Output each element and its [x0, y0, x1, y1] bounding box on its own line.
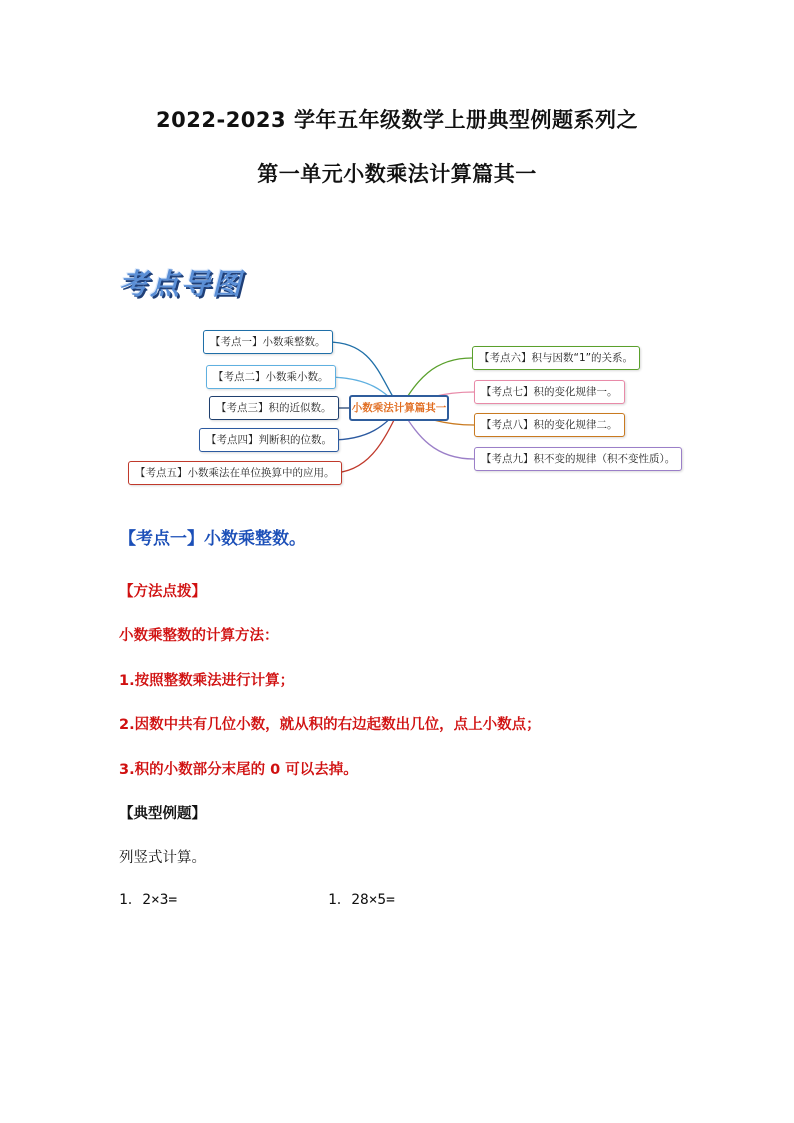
- mindmap-node-4: 【考点四】判断积的位数。: [199, 428, 339, 452]
- mindmap-branches: [0, 0, 794, 500]
- method-intro: 小数乘整数的计算方法：: [119, 628, 279, 644]
- method-step-3: 3.积的小数部分末尾的 0 可以去掉。: [119, 762, 358, 778]
- section-title: 【考点一】小数乘整数。: [119, 529, 306, 549]
- title-line-1: 2022-2023 学年五年级数学上册典型例题系列之: [156, 108, 638, 132]
- mindmap-node-7: 【考点七】积的变化规律一。: [474, 380, 625, 404]
- mindmap-heading: 考点导图: [119, 267, 244, 301]
- mindmap: [0, 0, 794, 500]
- example-heading: 【典型例题】: [119, 806, 206, 822]
- mindmap-node-9: 【考点九】积不变的规律（积不变性质）。: [474, 447, 682, 471]
- instruction-text: 列竖式计算。: [119, 850, 206, 866]
- mindmap-center-node: 小数乘法计算篇其一: [349, 395, 449, 421]
- mindmap-node-6: 【考点六】积与因数“1”的关系。: [472, 346, 640, 370]
- problem-2: 1．28×5=: [328, 892, 395, 908]
- mindmap-node-8: 【考点八】积的变化规律二。: [474, 413, 625, 437]
- problem-1: 1．2×3=: [119, 892, 178, 908]
- mindmap-node-3: 【考点三】积的近似数。: [209, 396, 339, 420]
- title-line-2: 第一单元小数乘法计算篇其一: [257, 162, 537, 186]
- mindmap-node-1: 【考点一】小数乘整数。: [203, 330, 333, 354]
- mindmap-node-2: 【考点二】小数乘小数。: [206, 365, 336, 389]
- method-heading: 【方法点拨】: [119, 584, 206, 600]
- method-step-2: 2.因数中共有几位小数，就从积的右边起数出几位，点上小数点；: [119, 717, 541, 733]
- mindmap-node-5: 【考点五】小数乘法在单位换算中的应用。: [128, 461, 342, 485]
- method-step-1: 1.按照整数乘法进行计算；: [119, 673, 295, 689]
